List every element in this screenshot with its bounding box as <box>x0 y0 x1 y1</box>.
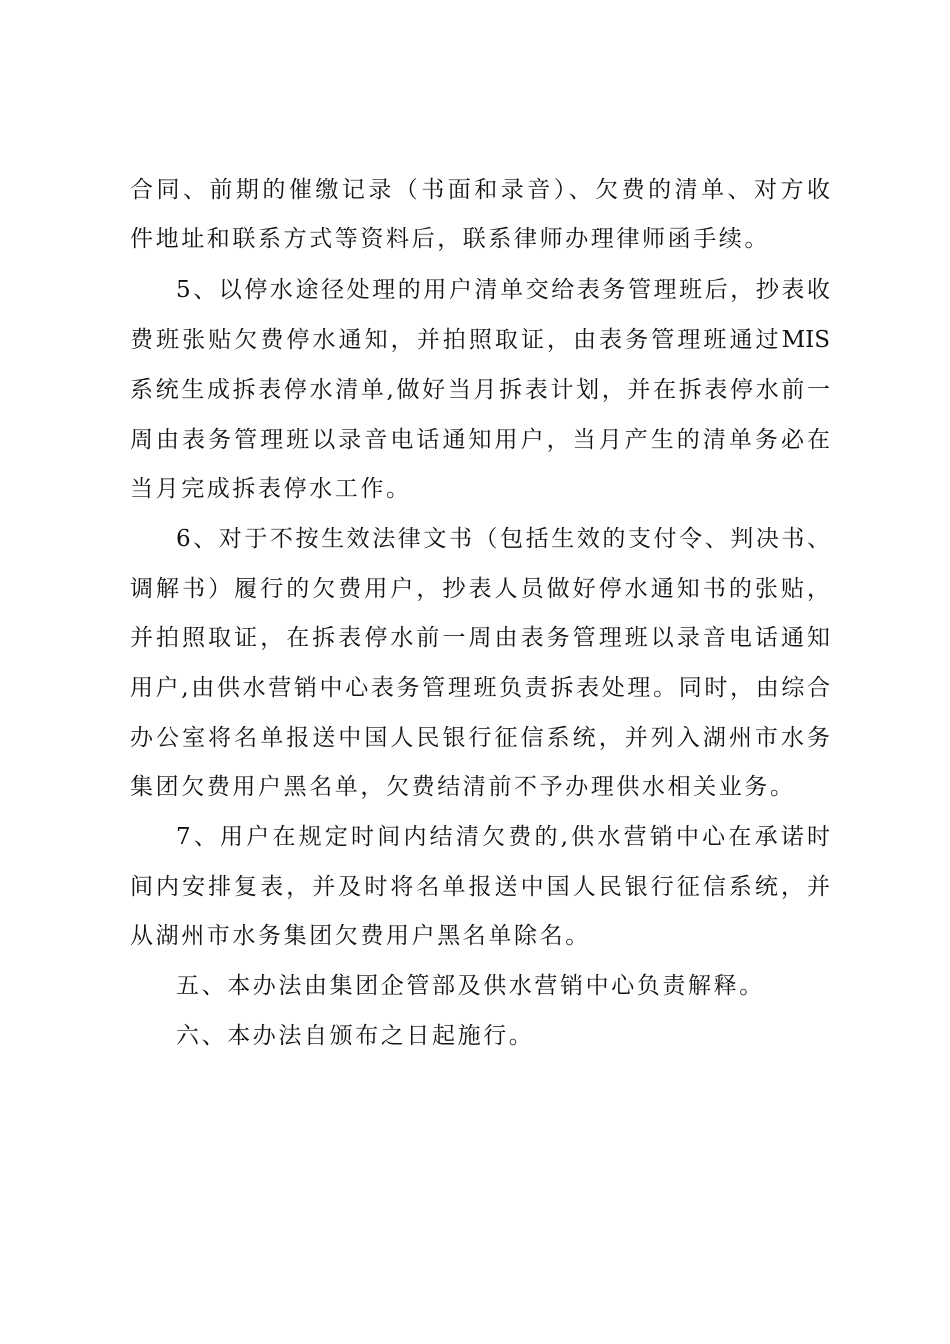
text-line: 费班张贴欠费停水通知，并拍照取证，由表务管理班通过MIS <box>130 327 830 353</box>
text-line: 用户,由供水营销中心表务管理班负责拆表处理。同时，由综合 <box>130 675 830 701</box>
text-line: 周由表务管理班以录音电话通知用户，当月产生的清单务必在 <box>130 427 830 453</box>
text-line: 集团欠费用户黑名单，欠费结清前不予办理供水相关业务。 <box>130 774 796 800</box>
text-line: 件地址和联系方式等资料后，联系律师办理律师函手续。 <box>130 226 770 252</box>
paragraph-5-line: 5、以停水途径处理的用户清单交给表务管理班后，抄表收 <box>176 277 830 303</box>
text-line: 当月完成拆表停水工作。 <box>130 476 412 502</box>
text-line: 系统生成拆表停水清单,做好当月拆表计划，并在拆表停水前一 <box>130 377 830 403</box>
text-line: 调解书）履行的欠费用户，抄表人员做好停水通知书的张贴， <box>130 576 830 602</box>
text-line: 办公室将名单报送中国人民银行征信系统，并列入湖州市水务 <box>130 725 830 751</box>
paragraph-6-line: 6、对于不按生效法律文书（包括生效的支付令、判决书、 <box>176 526 830 552</box>
paragraph-7-line: 7、用户在规定时间内结清欠费的,供水营销中心在承诺时 <box>176 824 830 850</box>
text-line: 间内安排复表，并及时将名单报送中国人民银行征信系统，并 <box>130 874 830 900</box>
text-line: 合同、前期的催缴记录（书面和录音）、欠费的清单、对方收 <box>130 177 830 203</box>
text-line: 并拍照取证，在拆表停水前一周由表务管理班以录音电话通知 <box>130 625 830 651</box>
section-6-line: 六、本办法自颁布之日起施行。 <box>176 1023 535 1049</box>
section-5-line: 五、本办法由集团企管部及供水营销中心负责解释。 <box>176 973 765 999</box>
text-line: 从湖州市水务集团欠费用户黑名单除名。 <box>130 923 591 949</box>
